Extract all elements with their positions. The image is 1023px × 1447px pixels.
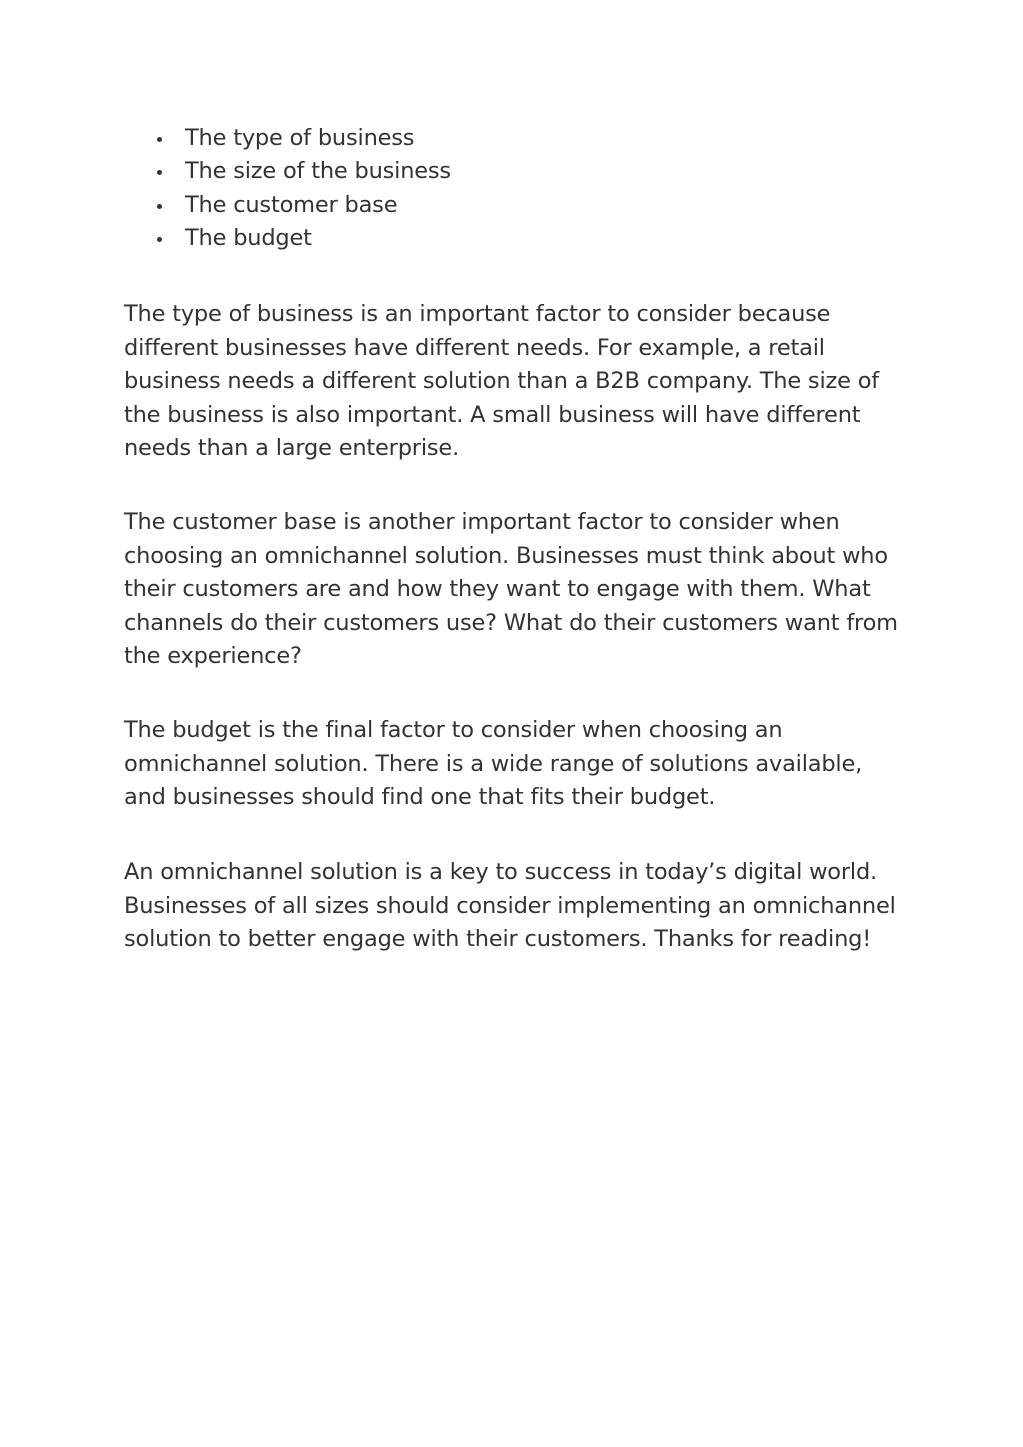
bullet-icon bbox=[157, 137, 162, 142]
paragraph-customer-base: The customer base is another important factor to consider when choosing an omnichannel solution. Businesses must think about who their customers are and how they want to engage with them. What channels do their customers use? What do their customers want from the experience? bbox=[124, 509, 898, 669]
list-item bbox=[124, 122, 904, 155]
list-item-text: The type of business bbox=[185, 125, 415, 151]
bullet-icon bbox=[157, 237, 162, 242]
paragraph-budget: The budget is the final factor to consider when choosing an omnichannel solution. There is a wide range of solutions available, and businesses should find one that fits their budget. bbox=[124, 717, 863, 810]
list-item-text: The budget bbox=[185, 224, 312, 251]
bullet-icon bbox=[157, 170, 162, 175]
list-item bbox=[124, 155, 904, 188]
list-item-text: The customer base bbox=[185, 191, 398, 218]
paragraph-conclusion: An omnichannel solution is a key to success in today’s digital world. Businesses of all sizes should consider implementing an omnichannel solution to better engage with their customers. Thanks for reading! bbox=[124, 859, 896, 952]
list-item bbox=[124, 189, 904, 222]
document-page bbox=[124, 122, 904, 952]
list-item-text: The size of the business bbox=[185, 158, 451, 185]
list-item bbox=[124, 222, 904, 255]
factor-list bbox=[124, 122, 904, 255]
bullet-icon bbox=[157, 204, 162, 209]
paragraph-business-type: The type of business is an important factor to consider because different businesses have different needs. For example, a retail business needs a different solution than a B2B company. The size of the business is also important. A small business will have different needs than a large enterprise. bbox=[124, 301, 879, 461]
